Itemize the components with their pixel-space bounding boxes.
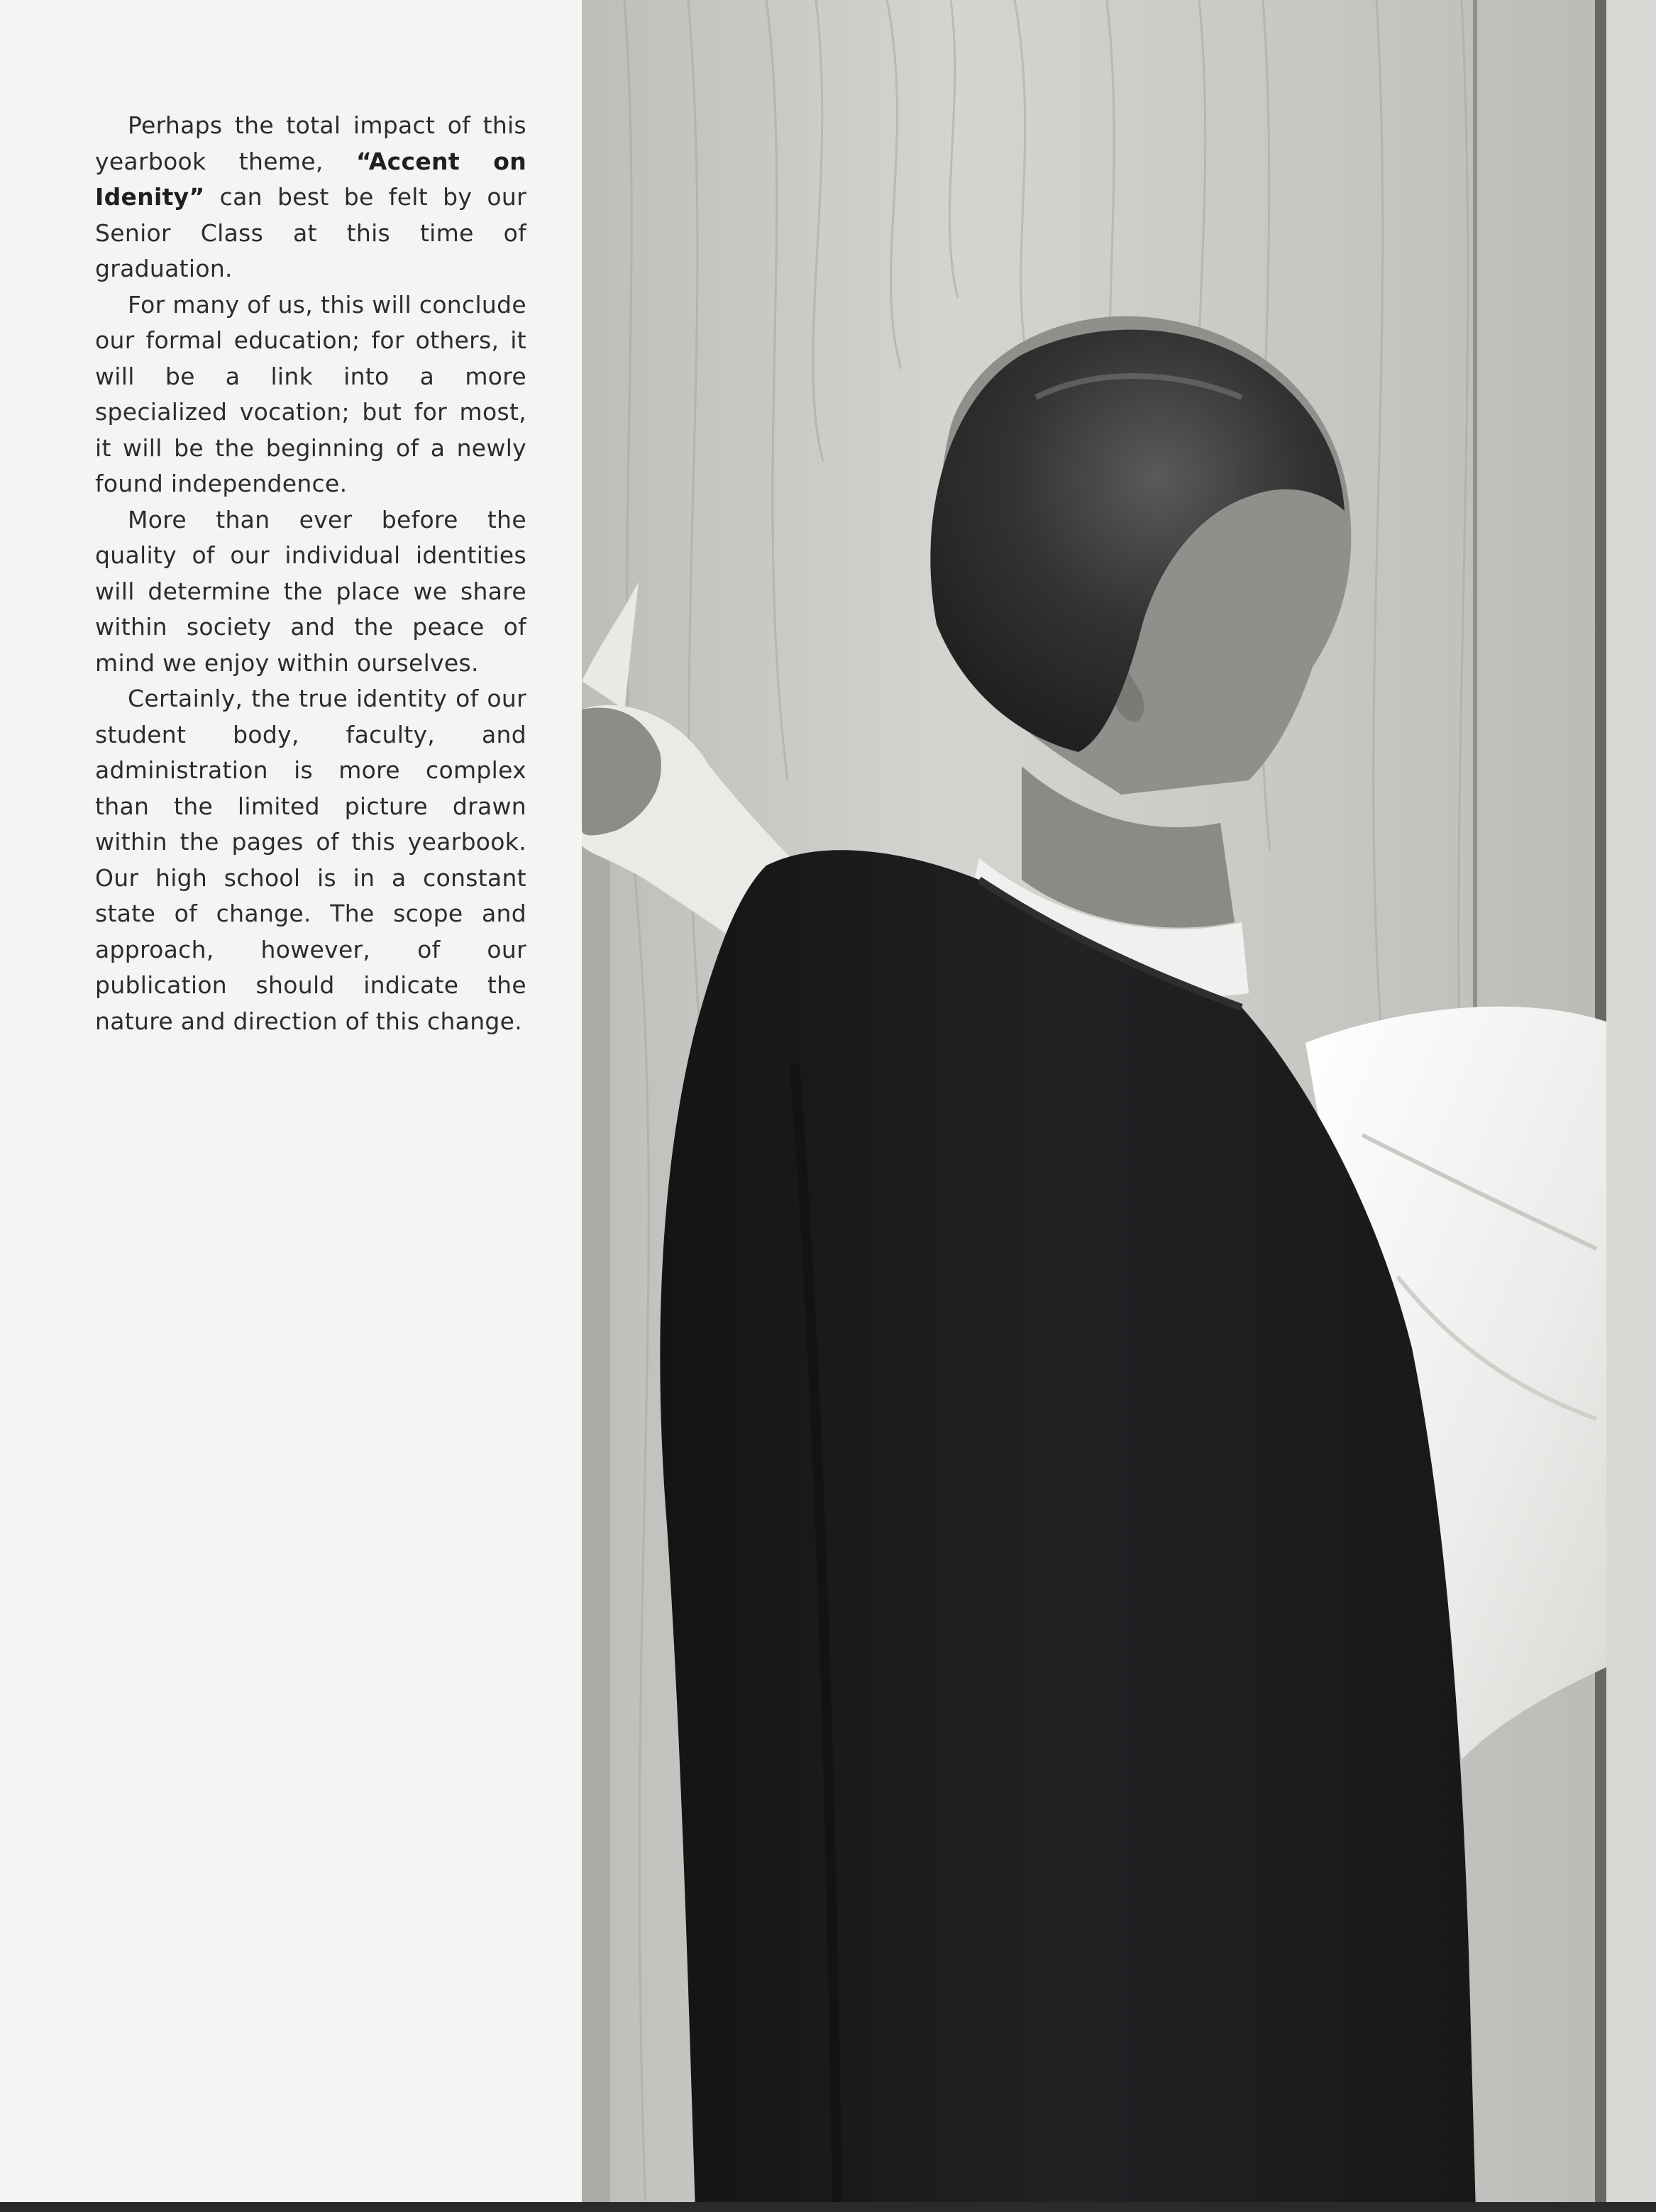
man-unveiling-icon [582, 0, 1656, 2212]
paragraph-1 [95, 108, 526, 287]
photograph [582, 0, 1656, 2212]
adjacent-page-edge [1606, 0, 1656, 2212]
paragraph-1-start: Perhaps the total impact of this yearbook theme, [95, 111, 526, 175]
article-text [95, 108, 526, 1039]
paragraph-2: For many of us, this will conclude our formal education; for others, it will be a link into a more specialized vocation; but for most, it will be the beginning of a newly found independence. [95, 290, 526, 497]
panel-seam [1473, 0, 1477, 1050]
yearbook-theme: “Accent on Idenity” [95, 147, 526, 211]
scan-bottom-edge [0, 2202, 1656, 2212]
paragraph-4: Certainly, the true identity of our student body, faculty, and administration is more complex than the limited picture drawn within the pages of this yearbook. Our high school is in a constant state of change. The scope and approach, however, of our publication should indicate the nature and direction of this change. [95, 685, 526, 1035]
paragraph-1-end: can best be felt by our Senior Class at this time of graduation. [95, 183, 526, 282]
paragraph-3: More than ever before the quality of our individual identities will determine the place we share within society and the peace of mind we enjoy within ourselves. [95, 505, 526, 677]
